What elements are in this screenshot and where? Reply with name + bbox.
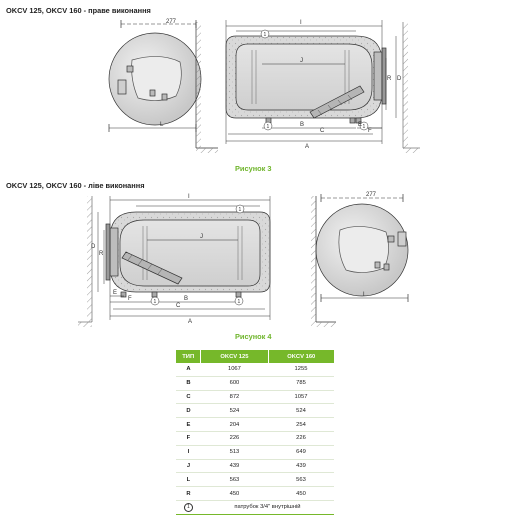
fig4-dim-r: R	[99, 251, 104, 257]
table-cell-v160: 563	[268, 473, 334, 487]
table-cell-v160: 254	[268, 418, 334, 432]
fig3-dim-f: F	[368, 128, 372, 134]
title-left-version: OKCV 125, OKCV 160 - ліве виконання	[6, 181, 145, 190]
table-row	[176, 390, 334, 404]
fig4-callout-1c: 1	[237, 299, 241, 305]
fig3-callout-1b: 1	[266, 124, 270, 130]
table-cell-v125: 450	[201, 487, 268, 501]
table-cell-label: D	[176, 404, 201, 418]
table-cell-label: F	[176, 431, 201, 445]
fig4-dim-d: D	[91, 244, 96, 250]
table-cell-v160: 439	[268, 459, 334, 473]
table-note-text: патрубок 3/4" внутрішній	[201, 500, 334, 514]
table-row	[176, 431, 334, 445]
fig4-dim-j: J	[200, 234, 203, 240]
fig4-dim-f: F	[128, 296, 132, 302]
table-row	[176, 363, 334, 376]
table-cell-v160: 450	[268, 487, 334, 501]
table-cell-v160: 785	[268, 376, 334, 390]
table-row	[176, 459, 334, 473]
table-cell-label: E	[176, 418, 201, 432]
table-cell-label: C	[176, 390, 201, 404]
table-cell-v160: 524	[268, 404, 334, 418]
fig4-callout-1a: 1	[238, 207, 242, 213]
table-row	[176, 418, 334, 432]
fig3-side-view	[109, 20, 218, 153]
fig3-dim-d: D	[397, 76, 402, 82]
table-cell-label: J	[176, 459, 201, 473]
table-row	[176, 404, 334, 418]
table-body	[176, 363, 334, 514]
fig3-dim-i: I	[300, 20, 302, 26]
table-cell-v125: 513	[201, 445, 268, 459]
fig4-side-length-label: L	[363, 292, 367, 298]
fig3-dim-a: A	[305, 144, 310, 150]
table-row	[176, 445, 334, 459]
fig4-dim-b: B	[184, 296, 189, 302]
fig3-dim-c: C	[320, 128, 325, 134]
fig4-callout-1b: 1	[153, 299, 157, 305]
table-cell-v125: 1067	[201, 363, 268, 376]
table-cell-v125: 872	[201, 390, 268, 404]
table-cell-v125: 439	[201, 459, 268, 473]
caption-figure-4: Рисунок 4	[235, 332, 272, 341]
table-cell-label: I	[176, 445, 201, 459]
table-cell-v125: 563	[201, 473, 268, 487]
table-header-okcv160: OKCV 160	[268, 350, 334, 363]
table-cell-v160: 649	[268, 445, 334, 459]
fig4-side-width-label: 277	[366, 192, 377, 198]
fig4-dim-e: E	[113, 290, 118, 296]
fig3-dim-b: B	[300, 122, 305, 128]
table-cell-v160: 226	[268, 431, 334, 445]
table-row	[176, 376, 334, 390]
fig3-side-length-label: L	[160, 122, 164, 128]
table-cell-label: A	[176, 363, 201, 376]
table-header-type: ТИП	[176, 350, 201, 363]
fig3-callout-1c: 1	[362, 124, 366, 130]
table-cell-label: L	[176, 473, 201, 487]
fig4-front-view	[106, 212, 270, 297]
dimensions-table	[176, 350, 334, 515]
fig4-side-view	[316, 194, 408, 322]
table-cell-v125: 524	[201, 404, 268, 418]
caption-figure-3: Рисунок 3	[235, 164, 272, 173]
table-cell-v125: 226	[201, 431, 268, 445]
table-row	[176, 487, 334, 501]
fig3-side-width-label: 277	[166, 19, 177, 25]
fig3-dim-r: R	[387, 76, 392, 82]
fig4-dim-c: C	[176, 303, 181, 309]
table-note-number-cell	[176, 500, 201, 514]
table-cell-label: R	[176, 487, 201, 501]
fig3-front-view	[226, 36, 386, 123]
fig3-dim-j: J	[300, 58, 303, 64]
title-right-version: OKCV 125, OKCV 160 - праве виконання	[6, 6, 151, 15]
fig3-callout-1a: 1	[263, 32, 267, 38]
table-cell-v160: 1255	[268, 363, 334, 376]
fig3-dim-e: E	[358, 122, 363, 128]
table-cell-v125: 600	[201, 376, 268, 390]
note-number-icon: 1	[184, 503, 193, 512]
fig4-dim-a: A	[188, 319, 193, 325]
table-header-okcv125: OKCV 125	[201, 350, 268, 363]
table-cell-label: B	[176, 376, 201, 390]
fig4-dim-i: I	[188, 194, 190, 200]
table-note-row	[176, 500, 334, 514]
table-cell-v125: 204	[201, 418, 268, 432]
table-row	[176, 473, 334, 487]
table-cell-v160: 1057	[268, 390, 334, 404]
